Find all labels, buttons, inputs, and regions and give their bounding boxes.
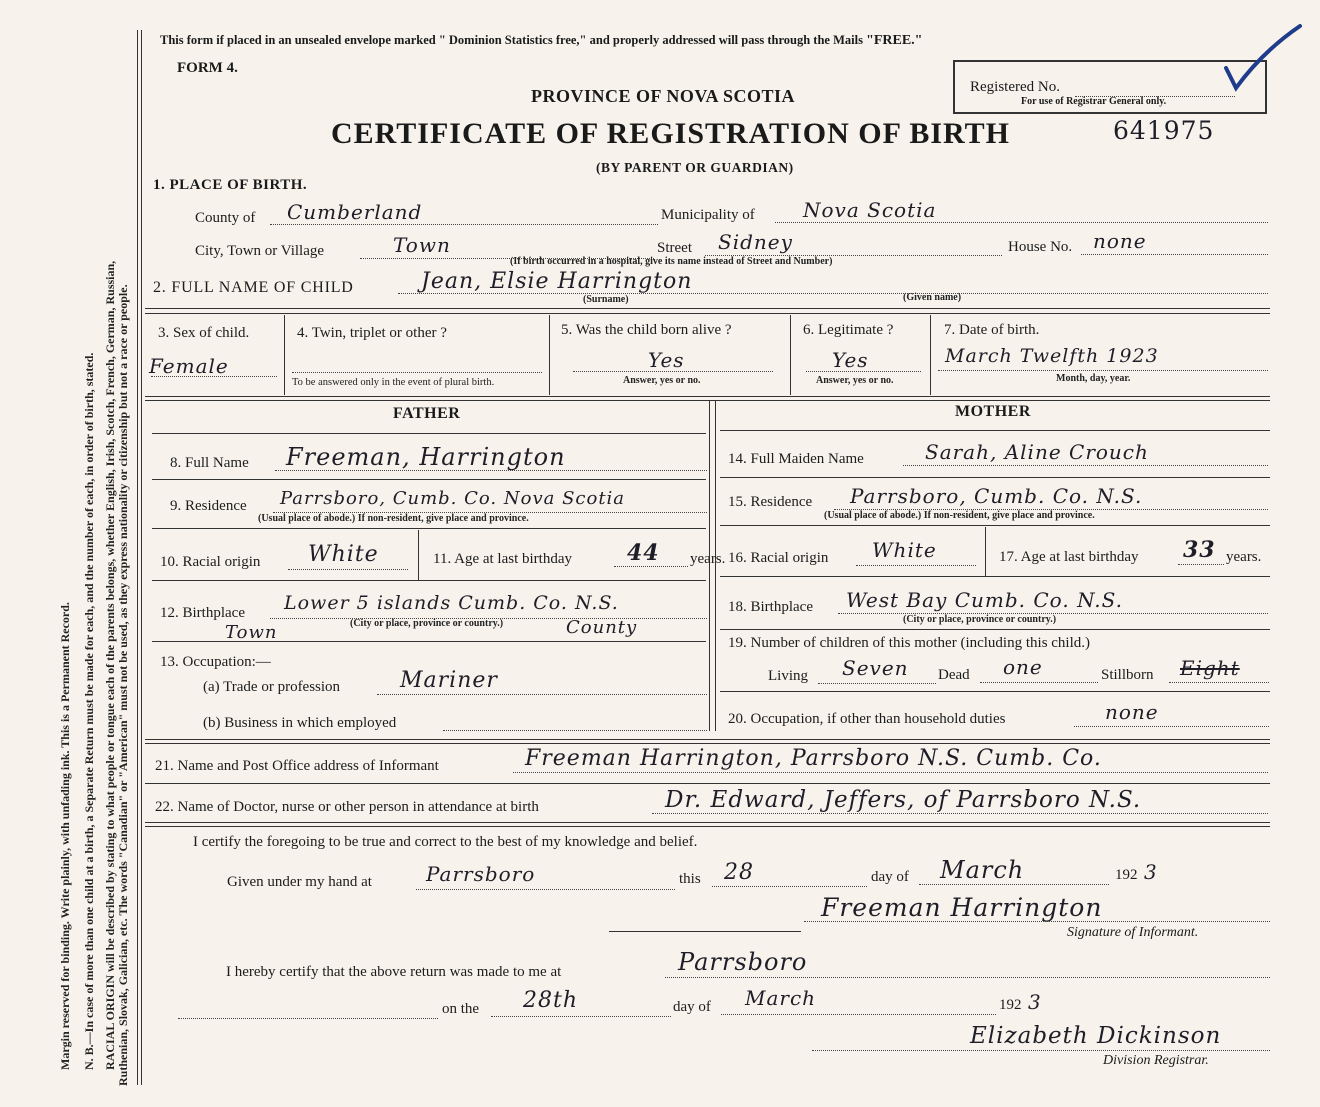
- place-of-birth-heading: 1. PLACE OF BIRTH.: [153, 177, 308, 193]
- year-digit: 3: [1144, 860, 1158, 884]
- mother-occupation-value: none: [1105, 700, 1159, 724]
- binding-margin-line-2: [141, 30, 142, 1085]
- father-birthplace-town: Town: [225, 622, 278, 643]
- mother-dead-line: [980, 682, 1098, 683]
- father-trade-label: (a) Trade or profession: [203, 679, 341, 695]
- father-race-line: [288, 569, 408, 570]
- father-business-label: (b) Business in which employed: [203, 715, 397, 731]
- father-age-years: years.: [690, 551, 726, 567]
- father-trade-line: [377, 694, 707, 695]
- municipality-label: Municipality of: [661, 207, 755, 223]
- legitimate-label: 6. Legitimate ?: [803, 322, 894, 338]
- rule-above-items-2: [145, 313, 1270, 314]
- mother-race-label: 16. Racial origin: [728, 550, 829, 566]
- mother-occupation-label: 20. Occupation, if other than household duties: [728, 711, 1006, 727]
- county-value: Cumberland: [287, 200, 423, 224]
- informant-signature: Freeman Harrington: [821, 893, 1103, 922]
- father-birthplace-value: Lower 5 islands Cumb. Co. N.S.: [284, 592, 619, 614]
- rule-below-items-2: [145, 400, 1270, 401]
- father-age-value: 44: [627, 540, 660, 566]
- father-age-label: 11. Age at last birthday: [433, 551, 572, 567]
- binding-margin-line: [137, 30, 138, 1085]
- registered-box: [953, 60, 1267, 114]
- dob-note: Month, day, year.: [1056, 373, 1131, 384]
- registered-note: For use of Registrar General only.: [1021, 96, 1167, 107]
- dob-line: [938, 370, 1268, 371]
- father-name-value: Freeman, Harrington: [286, 443, 566, 471]
- father-race-value: White: [308, 542, 379, 567]
- registrar-place-value: Parrsboro: [678, 948, 808, 976]
- this-label: this: [679, 871, 701, 887]
- mother-stillborn-line: [1169, 682, 1269, 683]
- mother-name-rule: [720, 477, 1270, 478]
- registrar-place-line: [665, 977, 1270, 978]
- doctor-line: [652, 813, 1268, 814]
- dob-label: 7. Date of birth.: [944, 322, 1040, 338]
- city-value: Town: [393, 233, 451, 257]
- registrar-day-value: 28th: [523, 988, 579, 1013]
- mother-heading-rule: [720, 430, 1270, 431]
- mother-age-label: 17. Age at last birthday: [999, 549, 1139, 565]
- mother-dead-value: one: [1003, 655, 1043, 679]
- mother-children-rule: [720, 691, 1270, 692]
- father-birthplace-rule: [152, 641, 706, 642]
- child-name-label: 2. FULL NAME OF CHILD: [153, 279, 354, 296]
- doctor-label: 22. Name of Doctor, nurse or other person in attendance at birth: [155, 799, 539, 815]
- mother-age-line: [1178, 564, 1224, 565]
- mother-name-line: [903, 465, 1268, 466]
- father-name-rule: [152, 479, 706, 480]
- doctor-rule-2: [145, 826, 1270, 827]
- informant-value: Freeman Harrington, Parrsboro N.S. Cumb. Co.: [525, 746, 1102, 771]
- father-race-label: 10. Racial origin: [160, 554, 261, 570]
- alive-label: 5. Was the child born alive ?: [561, 322, 732, 338]
- father-birthplace-county: County: [566, 617, 638, 638]
- alive-value: Yes: [648, 348, 685, 372]
- father-residence-rule: [152, 528, 706, 529]
- margin-note-4: Ruthenian, Slovak, Galician, etc. The words "Canadian" or "American" must not be used, as they express nationality or citizenship but not a race or people.: [116, 284, 130, 1086]
- mother-residence-value: Parrsboro, Cumb. Co. N.S.: [850, 484, 1143, 508]
- mother-residence-label: 15. Residence: [728, 494, 813, 510]
- short-rule: [609, 931, 801, 932]
- mother-occupation-line: [1074, 726, 1269, 727]
- mother-birthplace-value: West Bay Cumb. Co. N.S.: [846, 588, 1123, 612]
- doctor-rule: [145, 822, 1270, 823]
- father-age-line: [614, 566, 688, 567]
- mother-birthplace-label: 18. Birthplace: [728, 599, 813, 615]
- father-residence-note: (Usual place of abode.) If non-resident, give place and province.: [258, 513, 529, 524]
- certificate-number: 641975: [1113, 116, 1215, 145]
- father-birthplace-label: 12. Birthplace: [160, 605, 245, 621]
- day-line: [712, 886, 867, 887]
- informant-line: [513, 772, 1268, 773]
- hospital-note: (If birth occurred in a hospital, give its name instead of Street and Number): [510, 256, 833, 267]
- house-label: House No.: [1008, 239, 1073, 255]
- county-line: [270, 224, 658, 225]
- month-value: March: [940, 856, 1025, 884]
- municipality-value: Nova Scotia: [803, 198, 937, 222]
- legitimate-value: Yes: [832, 348, 869, 372]
- registrar-day-of-label: day of: [673, 999, 711, 1015]
- father-trade-value: Mariner: [400, 668, 498, 693]
- province-heading: PROVINCE OF NOVA SCOTIA: [531, 86, 796, 106]
- registrar-month-line: [721, 1014, 996, 1015]
- father-race-divider: [418, 530, 419, 580]
- mother-race-line: [856, 565, 976, 566]
- child-name-value: Jean, Elsie Harrington: [421, 269, 693, 294]
- mother-race-divider: [985, 527, 986, 577]
- rule-above-informant-2: [145, 743, 1270, 744]
- year-prefix: 192: [1115, 867, 1138, 883]
- rule-below-items: [145, 396, 1270, 397]
- father-business-line: [443, 730, 707, 731]
- margin-note-3: RACIAL ORIGIN will be described by stating to what people or tongue each of the parents belongs, whether English, Irish, Scotch, French, German, Russian,: [103, 260, 117, 1070]
- mother-residence-rule: [720, 525, 1270, 526]
- registrar-year-prefix: 192: [999, 997, 1022, 1013]
- mother-stillborn-label: Stillborn: [1101, 667, 1154, 683]
- twin-label: 4. Twin, triplet or other ?: [297, 325, 447, 341]
- registrar-signature-line: [812, 1050, 1270, 1051]
- month-line: [919, 884, 1109, 885]
- legitimate-note: Answer, yes or no.: [816, 375, 894, 386]
- house-line: [1081, 254, 1268, 255]
- registrar-year-digit: 3: [1028, 990, 1042, 1014]
- given-name-note: (Given name): [903, 292, 962, 303]
- registrar-month-value: March: [745, 986, 817, 1010]
- day-value: 28: [724, 860, 754, 885]
- mother-birthplace-note: (City or place, province or country.): [903, 614, 1057, 625]
- division-registrar-label: Division Registrar.: [1103, 1053, 1209, 1068]
- alive-note: Answer, yes or no.: [623, 375, 701, 386]
- mother-living-line: [818, 683, 936, 684]
- given-place-line: [416, 889, 675, 890]
- cell-divider-3-4: [284, 315, 285, 395]
- check-mark-icon: [1222, 22, 1304, 96]
- doctor-value: Dr. Edward, Jeffers, of Parrsboro N.S.: [665, 787, 1142, 813]
- registrar-lead-line: [178, 1018, 438, 1019]
- rule-above-items: [145, 308, 1270, 309]
- city-label: City, Town or Village: [195, 243, 325, 259]
- cell-divider-4-5: [549, 315, 550, 395]
- father-residence-label: 9. Residence: [170, 498, 247, 514]
- signature-of-informant-label: Signature of Informant.: [1067, 925, 1199, 940]
- father-heading: FATHER: [393, 405, 461, 422]
- registrar-statement: I hereby certify that the above return was made to me at: [226, 964, 562, 980]
- father-occupation-label: 13. Occupation:—: [160, 654, 271, 670]
- margin-note-1: Margin reserved for binding. Write plainly, with unfading ink. This is a Permanent Record.: [58, 602, 72, 1070]
- street-value: Sidney: [718, 230, 793, 254]
- day-of-label: day of: [871, 869, 909, 885]
- mother-age-value: 33: [1183, 537, 1216, 563]
- surname-note: (Surname): [583, 294, 629, 305]
- dob-value: March Twelfth 1923: [945, 345, 1159, 367]
- mother-race-rule: [720, 576, 1270, 577]
- given-place-value: Parrsboro: [426, 862, 536, 886]
- mother-children-label: 19. Number of children of this mother (including this child.): [728, 635, 1091, 651]
- mother-age-years: years.: [1226, 549, 1262, 565]
- informant-rule: [145, 783, 1270, 784]
- municipality-line: [775, 222, 1268, 223]
- street-label: Street: [657, 240, 692, 256]
- mail-notice: This form if placed in an unsealed envelope marked " Dominion Statistics free," and properly addressed will pass through the Mails "FREE.": [160, 33, 923, 48]
- sex-value: Female: [149, 354, 229, 378]
- house-value: none: [1093, 229, 1147, 253]
- rule-above-informant: [145, 739, 1270, 740]
- informant-label: 21. Name and Post Office address of Informant: [155, 758, 439, 774]
- given-label: Given under my hand at: [227, 874, 372, 890]
- twin-line: [292, 372, 542, 373]
- informant-signature-line: [804, 921, 1270, 922]
- father-race-rule: [152, 580, 706, 581]
- mother-name-value: Sarah, Aline Crouch: [925, 440, 1149, 464]
- father-name-label: 8. Full Name: [170, 455, 249, 471]
- form-number: FORM 4.: [177, 60, 238, 76]
- mother-race-value: White: [872, 538, 937, 562]
- mother-birthplace-rule: [720, 629, 1270, 630]
- mother-residence-note: (Usual place of abode.) If non-resident, give place and province.: [824, 510, 1095, 521]
- certificate-subtitle: (BY PARENT OR GUARDIAN): [596, 160, 794, 175]
- registrar-signature: Elizabeth Dickinson: [970, 1023, 1222, 1049]
- certification-statement: I certify the foregoing to be true and correct to the best of my knowledge and belief.: [193, 834, 698, 850]
- mother-stillborn-value: Eight: [1180, 656, 1240, 680]
- mother-dead-label: Dead: [938, 667, 970, 683]
- twin-note: To be answered only in the event of plural birth.: [292, 377, 495, 388]
- margin-note-2: N. B.—In case of more than one child at a birth, a Separate Return must be made for each, and the number of each, in order of birth, stated.: [82, 352, 96, 1070]
- certificate-title: CERTIFICATE OF REGISTRATION OF BIRTH: [331, 117, 1010, 150]
- registrar-day-line: [491, 1016, 671, 1017]
- mother-living-label: Living: [768, 668, 808, 684]
- father-birthplace-note: (City or place, province or country.): [350, 618, 504, 629]
- cell-divider-5-6: [790, 315, 791, 395]
- mail-free: "FREE.": [866, 33, 923, 48]
- cell-divider-6-7: [930, 315, 931, 395]
- registered-label: Registered No.: [970, 79, 1060, 95]
- mother-heading: MOTHER: [955, 403, 1031, 420]
- mother-living-value: Seven: [842, 656, 909, 680]
- county-label: County of: [195, 210, 256, 226]
- on-the-label: on the: [442, 1001, 480, 1017]
- sex-label: 3. Sex of child.: [158, 325, 250, 341]
- father-heading-rule: [152, 433, 706, 434]
- father-residence-value: Parrsboro, Cumb. Co. Nova Scotia: [280, 488, 626, 509]
- mother-name-label: 14. Full Maiden Name: [728, 451, 864, 467]
